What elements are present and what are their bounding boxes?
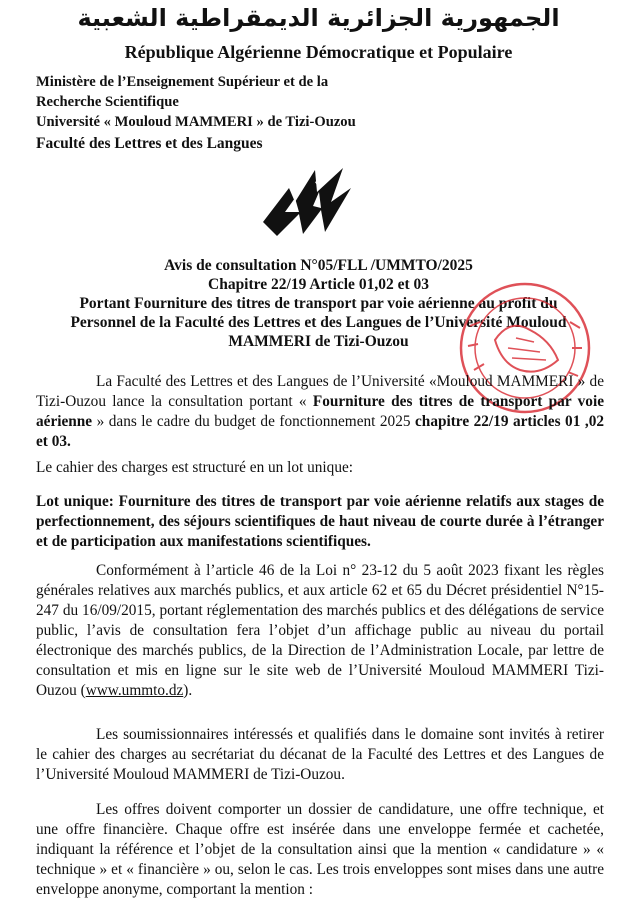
title-line5: MAMMERI de Tizi-Ouzou	[228, 333, 409, 350]
faculty-name: Faculté des Lettres et des Langues	[36, 135, 263, 152]
title-line2: Chapitre 22/19 Article 01,02 et 03	[208, 276, 429, 293]
paragraph-lot-structure: Le cahier des charges est structuré en un lot unique:	[36, 459, 354, 476]
ministry-line2: Recherche Scientifique	[36, 94, 179, 110]
website-link[interactable]: www.ummto.dz	[85, 682, 184, 699]
university-name: Université « Mouloud MAMMERI » de Tizi-Ouzou	[36, 114, 356, 130]
university-logo	[255, 162, 365, 240]
paragraph-offers: Les offres doivent comporter un dossier de candidature, une offre technique, et une offre financière. Chaque offre est insérée dans une enveloppe fermée et cachetée, indiquant la référence et l’objet de la consultation ainsi que la mention « candidature » « technique » et « financière » ou, selon le cas. Les trois enveloppes sont mises dans une autre enveloppe anonyme, comportant la mention :	[36, 801, 604, 898]
ministry-line1: Ministère de l’Enseignement Supérieur et de la	[36, 74, 329, 90]
paragraph-invitation: Les soumissionnaires intéressés et qualifiés dans le domaine sont invités à retirer le cahier des charges au secrétariat du décanat de la Faculté des Lettres et des Langues de l’Université Mouloud MAMMERI de Tizi-Ouzou.	[36, 726, 604, 783]
title-line1: Avis de consultation N°05/FLL /UMMTO/2025	[164, 257, 473, 274]
paragraph-intro: La Faculté des Lettres et des Langues de l’Université «Mouloud MAMMERI » de Tizi-Ouzou lance la consultation portant « Fourniture des titres de transport par voie aérienne » dans le cadre du budget de fonctionnement 2025 chapitre 22/19 articles 01 ,02 et 03.	[36, 373, 604, 450]
republic-title: République Algérienne Démocratique et Populaire	[124, 42, 513, 62]
arabic-republic-title: الجمهورية الجزائرية الديمقراطية الشعبية	[77, 4, 560, 32]
title-line3: Portant Fourniture des titres de transport par voie aérienne au profit du	[79, 295, 558, 312]
paragraph-lot-unique: Lot unique: Fourniture des titres de transport par voie aérienne relatifs aux stages de perfectionnement, des séjours scientifiques de haut niveau de courte durée à l’étranger et de participation aux manifestations scientifiques.	[36, 493, 604, 550]
title-line4: Personnel de la Faculté des Lettres et des Langues de l’Université Mouloud	[70, 314, 567, 331]
paragraph-legal-basis: Conformément à l’article 46 de la Loi n° 23-12 du 5 août 2023 fixant les règles générales relatives aux marchés publics, et aux article 62 et 65 du Décret présidentiel N°15-247 du 16/09/2015, portant réglementation des marchés publics et des délégations de service public, l’avis de consultation fera l’objet d’un affichage public au niveau du portail électronique des marchés publics, de la Direction de l’Administration Locale, par lettre de consultation et mis en ligne sur le site web de l’Université Mouloud MAMMERI Tizi-Ouzou (www.ummto.dz).	[36, 562, 604, 699]
